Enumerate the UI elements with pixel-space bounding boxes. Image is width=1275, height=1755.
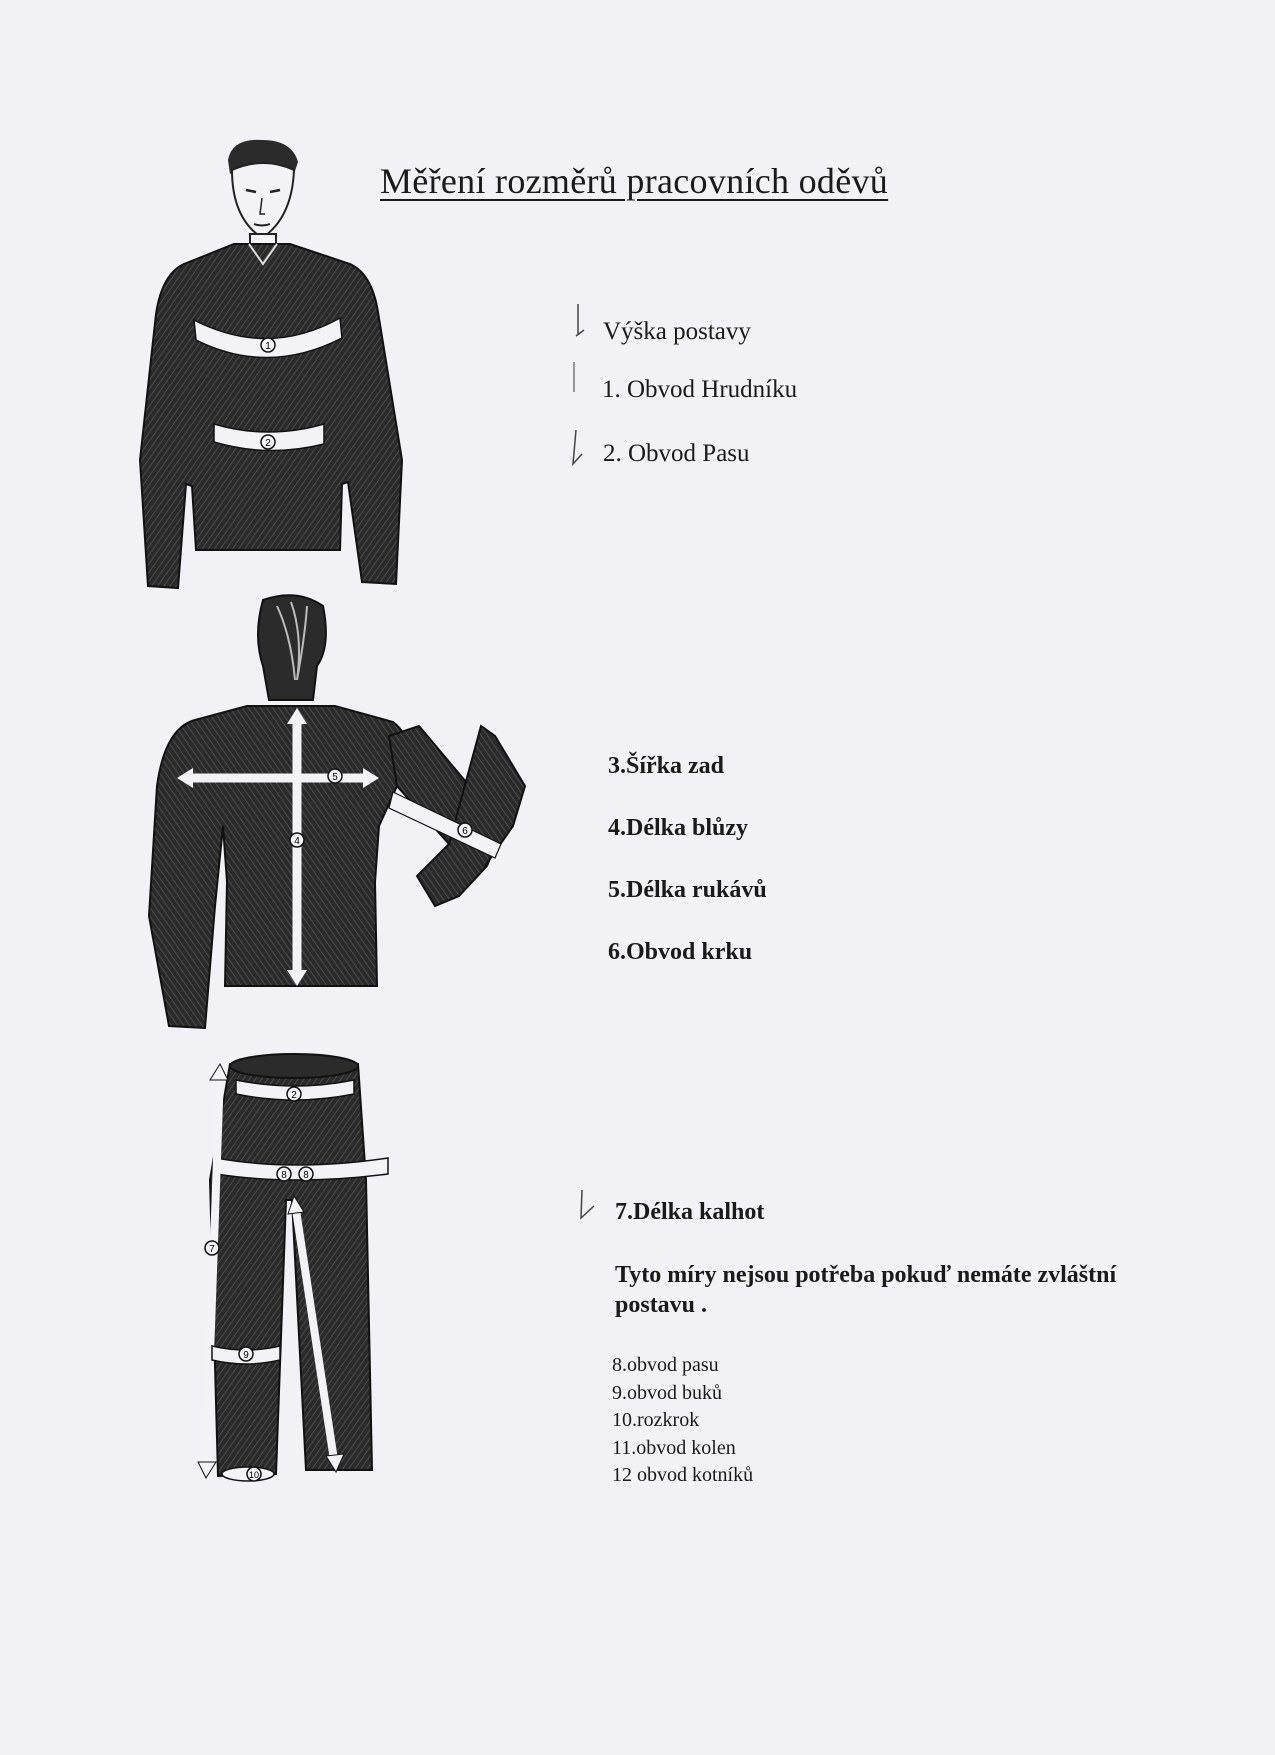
marker-2: 2 <box>265 438 271 449</box>
jacket-back-body <box>149 706 408 1028</box>
pen-tick-mark <box>572 302 590 342</box>
measurement-back-width: 3.Šířka zad <box>608 753 725 779</box>
marker-1: 1 <box>265 341 271 352</box>
measurement-sleeve-length: 5.Délka rukávů <box>608 877 767 903</box>
marker-7: 7 <box>209 1244 215 1255</box>
optional-measurements-note: Tyto míry nejsou potřeba pokuď nemáte zvláštní postavu . <box>615 1262 1117 1318</box>
measurement-neck: 6.Obvod krku <box>608 939 753 965</box>
pen-tick-mark <box>576 1188 600 1224</box>
head-back-drawing <box>258 595 326 700</box>
marker-8-second: 8 <box>303 1170 309 1181</box>
pen-tick-mark <box>568 360 582 396</box>
list-item: 10.rozkrok <box>612 1409 700 1431</box>
trousers-illustration <box>196 1050 436 1494</box>
measurement-chest: 1. Obvod Hrudníku <box>602 376 798 403</box>
list-item: 9.obvod buků <box>612 1381 722 1404</box>
marker-8: 8 <box>281 1170 287 1181</box>
list-item: 12 obvod kotníků <box>612 1464 754 1486</box>
marker-9: 9 <box>243 1350 249 1361</box>
trousers-body <box>210 1057 372 1476</box>
jacket-front-illustration <box>140 140 460 600</box>
marker-6: 6 <box>462 826 468 837</box>
optional-measurements-list <box>612 1352 753 1490</box>
jacket-back-illustration <box>145 596 545 1030</box>
list-item: 8.obvod pasu <box>612 1354 719 1376</box>
measurement-trouser-length: 7.Délka kalhot <box>615 1199 765 1225</box>
marker-2-trousers: 2 <box>291 1090 297 1101</box>
list-item: 11.obvod kolen <box>612 1436 736 1459</box>
ankle-band-10 <box>222 1467 274 1481</box>
marker-5: 5 <box>332 772 338 783</box>
measurement-height: Výška postavy <box>603 318 751 345</box>
document-title: Měření rozměrů pracovních oděvů <box>380 161 889 201</box>
jacket-front-body <box>140 244 402 588</box>
pen-tick-mark <box>568 428 588 470</box>
head-drawing <box>228 140 298 248</box>
marker-10: 10 <box>248 1470 260 1480</box>
marker-4: 4 <box>294 836 300 847</box>
measurement-jacket-length: 4.Délka blůzy <box>608 815 749 841</box>
measurement-waist: 2. Obvod Pasu <box>603 440 750 467</box>
knee-band-9 <box>212 1346 280 1364</box>
